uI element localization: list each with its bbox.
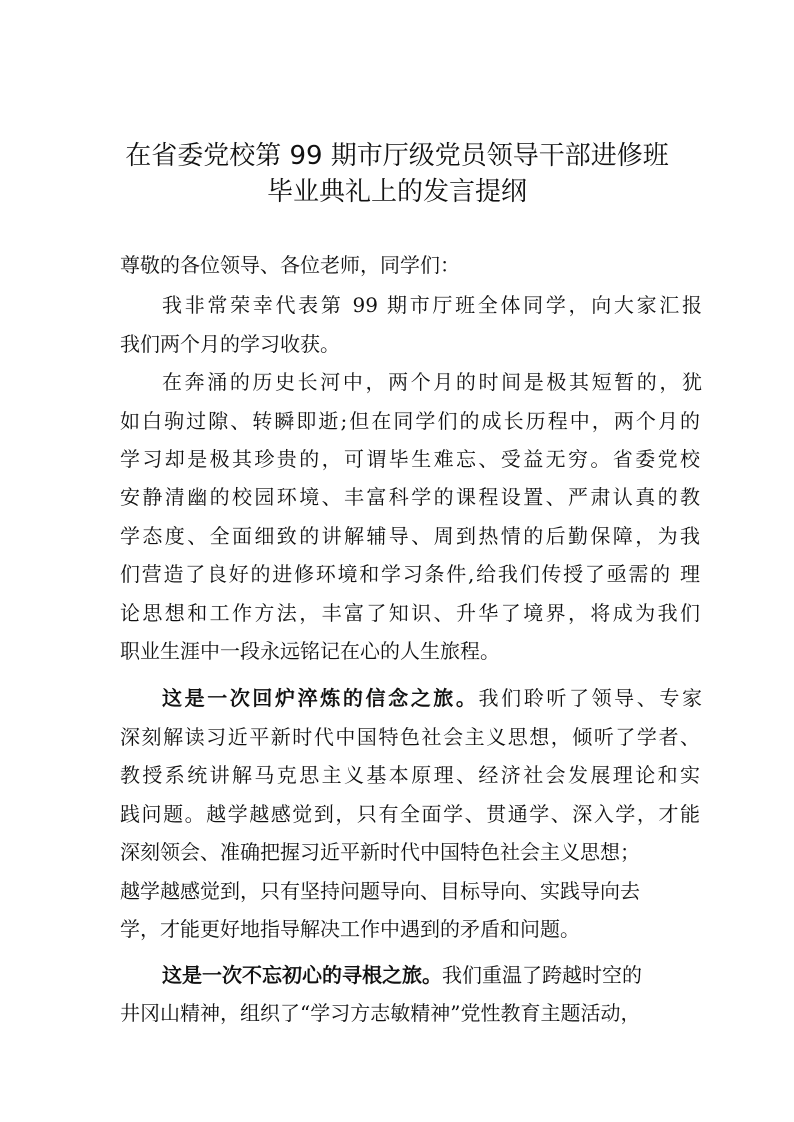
document-title-line-2: 毕业典礼上的发言提纲: [266, 177, 527, 207]
paragraph-2-line-6: 们营造了良好的进修环境和学习条件,给我们传授了亟需的 理: [120, 562, 700, 586]
paragraph-4-line-1: [162, 961, 702, 989]
paragraph-2-line-8: 职业生涯中一段永远铭记在心的人生旅程。: [120, 639, 500, 663]
paragraph-2-line-5: 学态度、全面细致的讲解辅导、周到热情的后勤保障，为我: [120, 524, 700, 548]
paragraph-3-line-6: 越学越感觉到，只有坚持问题导向、目标导向、实践导向去: [120, 879, 640, 903]
paragraph-2-line-7: 论思想和工作方法，丰富了知识、升华了境界，将成为我们: [120, 601, 700, 625]
paragraph-3-line-7: 学，才能更好地指导解决工作中遇到的矛盾和问题。: [120, 917, 580, 941]
paragraph-1-line-2: 我们两个月的学习收获。: [120, 332, 340, 356]
paragraph-2-line-3: 学习却是极其珍贵的，可谓毕生难忘、受益无穷。省委党校: [120, 447, 700, 471]
paragraph-4-line-2: 井冈山精神，组织了“学习方志敏精神”党性教育主题活动，: [120, 1001, 641, 1025]
paragraph-3-first-rest: 我们聆听了领导、专家: [478, 686, 703, 710]
paragraph-2-line-1: 在奔涌的历史长河中，两个月的时间是极其短暂的，犹: [162, 370, 702, 394]
paragraph-3-line-5: 深刻领会、准确把握习近平新时代中国特色社会主义思想；: [120, 840, 640, 864]
paragraph-3-line-1: [162, 684, 702, 712]
paragraph-3-line-2: 深刻解读习近平新时代中国特色社会主义思想，倾听了学者、: [120, 725, 700, 749]
paragraph-2-line-4: 安静清幽的校园环境、丰富科学的课程设置、严肃认真的教: [120, 485, 700, 509]
paragraph-1-line-1: 我非常荣幸代表第 99 期市厅班全体同学，向大家汇报: [162, 293, 702, 317]
paragraph-3-line-3: 教授系统讲解马克思主义基本原理、经济社会发展理论和实: [120, 763, 700, 787]
paragraph-4-heading: 这是一次不忘初心的寻根之旅。: [162, 963, 442, 987]
paragraph-4-first-rest: 我们重温了跨越时空的: [442, 963, 642, 987]
document-title-line-1: 在省委党校第 99 期市厅级党员领导干部进修班: [125, 141, 669, 171]
paragraph-3-heading: 这是一次回炉淬炼的信念之旅。: [162, 686, 479, 710]
greeting: 尊敬的各位领导、各位老师，同学们：: [120, 253, 460, 277]
paragraph-2-line-2: 如白驹过隙、转瞬即逝;但在同学们的成长历程中，两个月的: [120, 409, 700, 433]
paragraph-3-line-4: 践问题。越学越感觉到，只有全面学、贯通学、深入学，才能: [120, 802, 700, 826]
